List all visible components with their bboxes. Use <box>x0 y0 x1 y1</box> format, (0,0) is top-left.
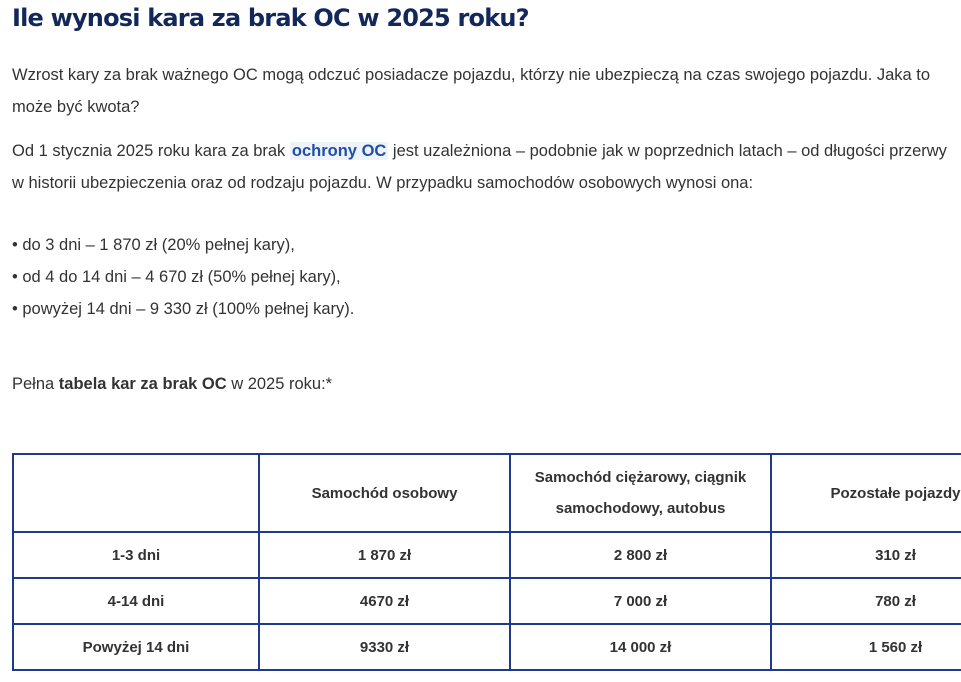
table-header-row <box>13 454 961 532</box>
oc-protection-link[interactable]: ochrony OC <box>291 142 387 160</box>
table-intro-before: Pełna <box>12 375 59 393</box>
table-row <box>13 578 961 624</box>
table-intro-bold: tabela kar za brak OC <box>58 375 227 393</box>
header-cell-empty <box>13 454 259 532</box>
page-title: Ile wynosi kara za brak OC w 2025 roku? <box>12 4 529 32</box>
penalty-text-after: jest uzależniona – podobnie jak w poprzednich latach – od długości przerwy w historii ubezpieczenia oraz od rodzaju pojazdu. W przypadku samochodów osobowych wynosi ona: <box>12 142 947 192</box>
table-intro <box>12 369 952 401</box>
table-cell: 310 zł <box>771 532 961 578</box>
header-cell-other-vehicles: Pozostałe pojazdy <box>771 454 961 532</box>
penalty-paragraph <box>12 136 952 199</box>
table-cell: 4670 zł <box>259 578 510 624</box>
row-label: 1-3 dni <box>13 532 259 578</box>
table-cell: 1 560 zł <box>771 624 961 670</box>
header-cell-passenger-car: Samochód osobowy <box>259 454 510 532</box>
table-row <box>13 624 961 670</box>
row-label: Powyżej 14 dni <box>13 624 259 670</box>
penalty-text-before: Od 1 stycznia 2025 roku kara za brak <box>12 142 290 160</box>
bullet-item: • od 4 do 14 dni – 4 670 zł (50% pełnej kary), <box>12 268 341 286</box>
table-cell: 780 zł <box>771 578 961 624</box>
table-row <box>13 532 961 578</box>
penalty-table <box>12 453 961 671</box>
intro-paragraph: Wzrost kary za brak ważnego OC mogą odczuć posiadacze pojazdu, którzy nie ubezpieczą na czas swojego pojazdu. Jaka to może być kwota? <box>12 66 931 116</box>
row-label: 4-14 dni <box>13 578 259 624</box>
table-cell: 1 870 zł <box>259 532 510 578</box>
table-cell: 9330 zł <box>259 624 510 670</box>
header-cell-truck-bus: Samochód ciężarowy, ciągnik samochodowy, autobus <box>510 454 771 532</box>
bullet-item: • do 3 dni – 1 870 zł (20% pełnej kary), <box>12 236 295 254</box>
table-cell: 14 000 zł <box>510 624 771 670</box>
table-intro-after: w 2025 roku:* <box>226 375 333 393</box>
table-cell: 7 000 zł <box>510 578 771 624</box>
bullet-item: • powyżej 14 dni – 9 330 zł (100% pełnej kary). <box>12 300 355 318</box>
table-cell: 2 800 zł <box>510 532 771 578</box>
